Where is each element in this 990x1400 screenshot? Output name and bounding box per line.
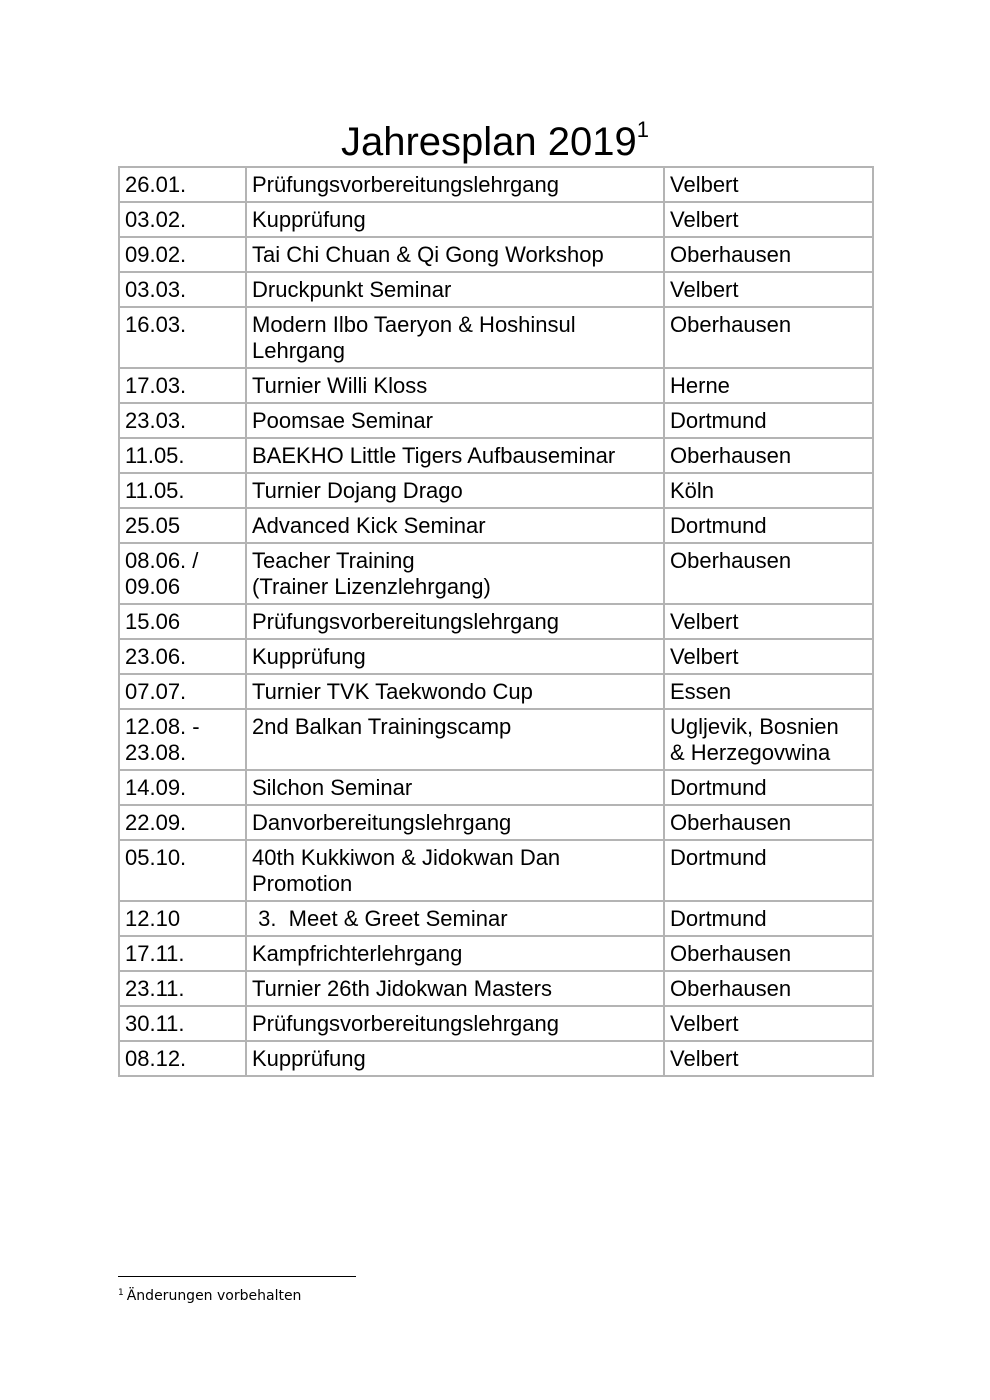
date-cell: 23.03. (119, 403, 246, 438)
place-cell: Velbert (664, 639, 873, 674)
place-cell: Oberhausen (664, 805, 873, 840)
date-cell: 03.02. (119, 202, 246, 237)
place-cell: Oberhausen (664, 438, 873, 473)
event-cell: Poomsae Seminar (246, 403, 664, 438)
date-cell: 05.10. (119, 840, 246, 901)
place-cell: Herne (664, 368, 873, 403)
table-row (119, 167, 873, 202)
place-cell: Dortmund (664, 840, 873, 901)
place-cell: Velbert (664, 604, 873, 639)
table-row (119, 639, 873, 674)
place-cell: Velbert (664, 167, 873, 202)
place-cell: Ugljevik, Bosnien & Herzegovwina (664, 709, 873, 770)
place-cell: Dortmund (664, 508, 873, 543)
date-cell: 30.11. (119, 1006, 246, 1041)
event-cell: Kampfrichterlehrgang (246, 936, 664, 971)
schedule-table (118, 166, 874, 1077)
event-cell: Modern Ilbo Taeryon & Hoshinsul Lehrgang (246, 307, 664, 368)
table-row (119, 604, 873, 639)
place-cell: Oberhausen (664, 971, 873, 1006)
footnote (118, 1287, 301, 1305)
page-title (0, 118, 990, 166)
date-cell: 17.11. (119, 936, 246, 971)
table-row (119, 237, 873, 272)
date-cell: 14.09. (119, 770, 246, 805)
date-cell: 16.03. (119, 307, 246, 368)
date-cell: 12.10 (119, 901, 246, 936)
event-cell: Turnier TVK Taekwondo Cup (246, 674, 664, 709)
table-row (119, 272, 873, 307)
date-cell: 09.02. (119, 237, 246, 272)
footnote-mark: 1 (118, 1288, 124, 1298)
event-cell: Turnier Dojang Drago (246, 473, 664, 508)
event-cell: Turnier Willi Kloss (246, 368, 664, 403)
date-cell: 25.05 (119, 508, 246, 543)
table-row (119, 805, 873, 840)
footnote-text: Änderungen vorbehalten (126, 1288, 302, 1304)
table-row (119, 901, 873, 936)
date-cell: 07.07. (119, 674, 246, 709)
date-cell: 12.08. - 23.08. (119, 709, 246, 770)
table-row (119, 543, 873, 604)
event-cell: Kupprüfung (246, 202, 664, 237)
date-cell: 15.06 (119, 604, 246, 639)
event-cell: Kupprüfung (246, 639, 664, 674)
place-cell: Dortmund (664, 403, 873, 438)
event-cell: Advanced Kick Seminar (246, 508, 664, 543)
event-cell: Druckpunkt Seminar (246, 272, 664, 307)
event-cell: Prüfungsvorbereitungslehrgang (246, 604, 664, 639)
table-row (119, 936, 873, 971)
table-row (119, 1041, 873, 1076)
event-cell: BAEKHO Little Tigers Aufbauseminar (246, 438, 664, 473)
table-row (119, 1006, 873, 1041)
table-row (119, 307, 873, 368)
place-cell: Velbert (664, 272, 873, 307)
place-cell: Oberhausen (664, 936, 873, 971)
event-cell: Prüfungsvorbereitungslehrgang (246, 1006, 664, 1041)
date-cell: 26.01. (119, 167, 246, 202)
event-cell: Teacher Training (Trainer Lizenzlehrgang) (246, 543, 664, 604)
date-cell: 23.11. (119, 971, 246, 1006)
table-row (119, 508, 873, 543)
date-cell: 08.12. (119, 1041, 246, 1076)
place-cell: Velbert (664, 1006, 873, 1041)
date-cell: 11.05. (119, 473, 246, 508)
event-cell: Tai Chi Chuan & Qi Gong Workshop (246, 237, 664, 272)
table-row (119, 770, 873, 805)
table-row (119, 473, 873, 508)
date-cell: 08.06. / 09.06 (119, 543, 246, 604)
place-cell: Velbert (664, 1041, 873, 1076)
schedule-body (119, 167, 873, 1076)
title-footnote-mark: 1 (636, 117, 650, 142)
date-cell: 11.05. (119, 438, 246, 473)
event-cell: Silchon Seminar (246, 770, 664, 805)
table-row (119, 202, 873, 237)
event-cell: Prüfungsvorbereitungslehrgang (246, 167, 664, 202)
date-cell: 23.06. (119, 639, 246, 674)
footnote-divider (118, 1276, 356, 1277)
date-cell: 17.03. (119, 368, 246, 403)
event-cell: 2nd Balkan Trainingscamp (246, 709, 664, 770)
event-cell: 40th Kukkiwon & Jidokwan Dan Promotion (246, 840, 664, 901)
place-cell: Köln (664, 473, 873, 508)
place-cell: Oberhausen (664, 543, 873, 604)
place-cell: Dortmund (664, 770, 873, 805)
table-row (119, 403, 873, 438)
table-row (119, 674, 873, 709)
event-cell: Turnier 26th Jidokwan Masters (246, 971, 664, 1006)
place-cell: Velbert (664, 202, 873, 237)
place-cell: Oberhausen (664, 237, 873, 272)
table-row (119, 438, 873, 473)
place-cell: Oberhausen (664, 307, 873, 368)
date-cell: 03.03. (119, 272, 246, 307)
event-cell: Kupprüfung (246, 1041, 664, 1076)
event-cell: Danvorbereitungslehrgang (246, 805, 664, 840)
place-cell: Essen (664, 674, 873, 709)
table-row (119, 840, 873, 901)
date-cell: 22.09. (119, 805, 246, 840)
table-row (119, 971, 873, 1006)
table-row (119, 709, 873, 770)
place-cell: Dortmund (664, 901, 873, 936)
event-cell: 3. Meet & Greet Seminar (246, 901, 664, 936)
title-text: Jahresplan 2019 (340, 120, 637, 164)
table-row (119, 368, 873, 403)
